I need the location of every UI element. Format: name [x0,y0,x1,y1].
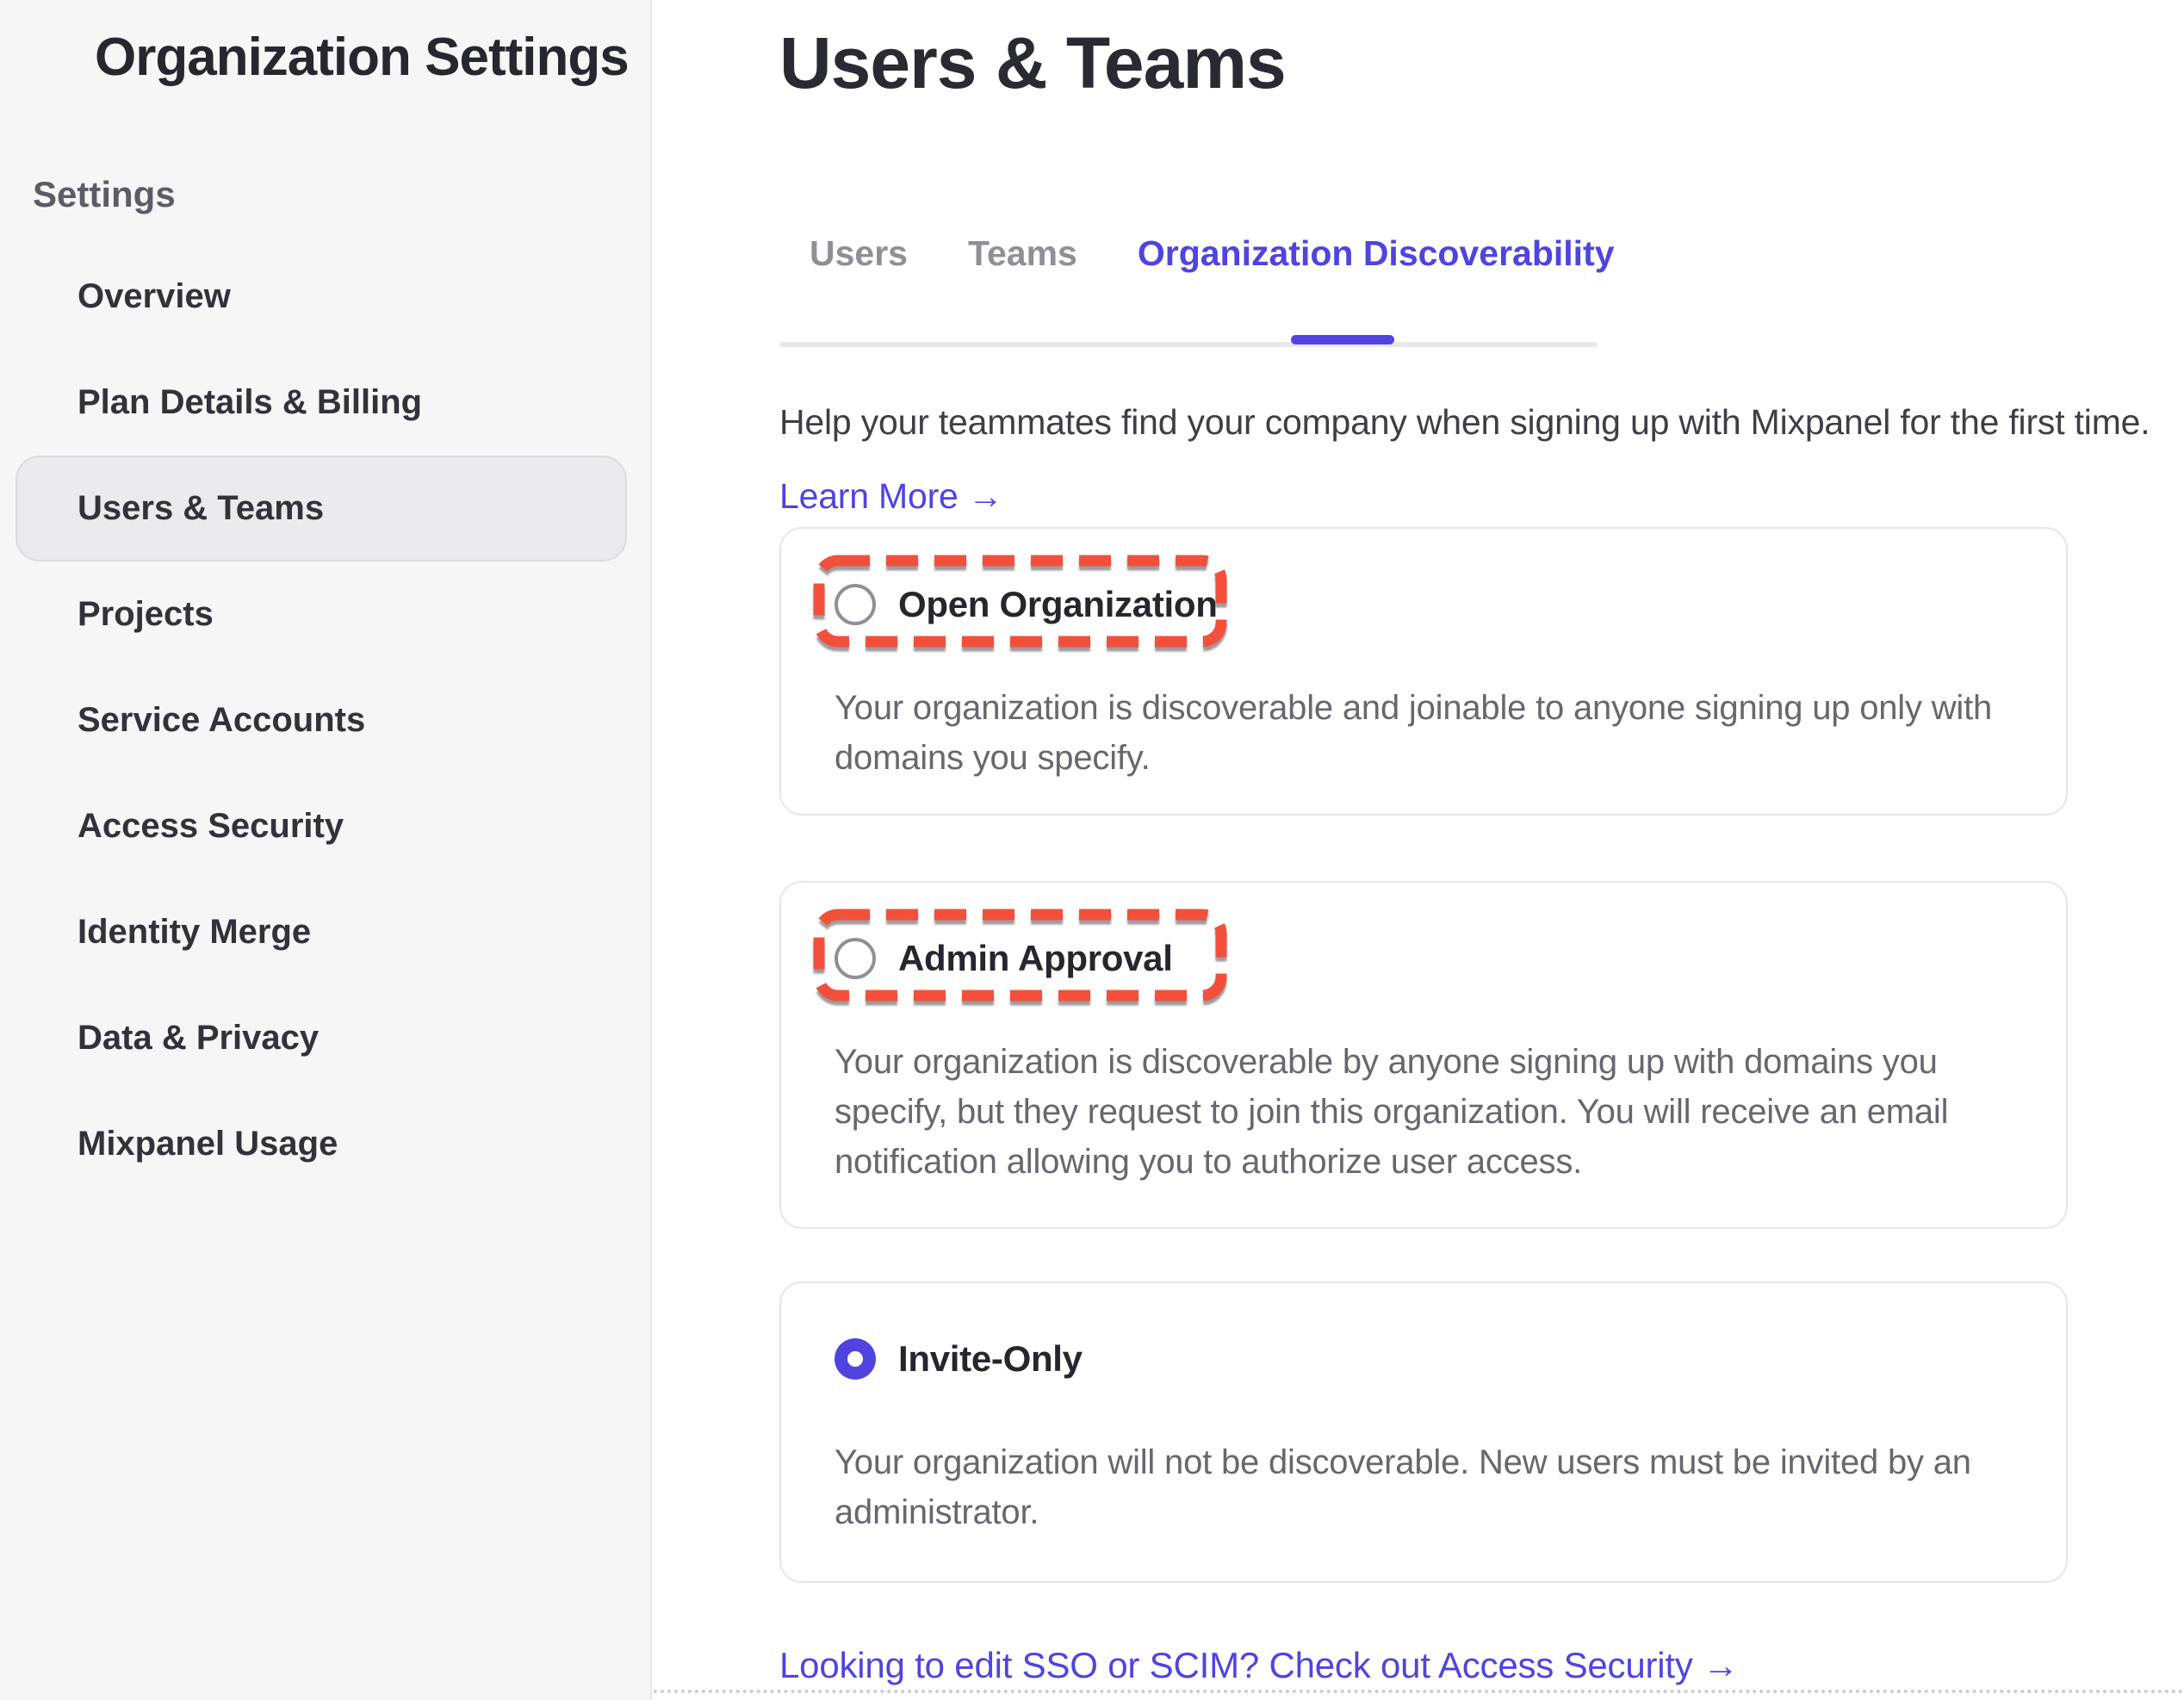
sidebar-item-users-teams[interactable] [16,456,627,561]
sidebar-item-label: Identity Merge [78,913,312,951]
option-card-admin-approval [779,881,2068,1229]
radio-hole [847,1351,863,1367]
sidebar-item-label: Users & Teams [78,489,325,527]
sidebar-item-label: Data & Privacy [78,1019,320,1057]
option-row-admin-approval[interactable] [835,930,2026,987]
option-label: Invite-Only [898,1338,1083,1379]
option-label: Admin Approval [898,938,1173,978]
radio-unchecked-icon[interactable] [835,584,876,625]
tab-teams[interactable]: Teams [967,233,1077,273]
option-card-invite-only [779,1281,2068,1583]
active-tab-indicator [1291,335,1394,344]
sidebar [0,0,652,1700]
option-card-open-organization [779,527,2068,816]
tab-users[interactable]: Users [810,233,908,273]
learn-more-link[interactable] [779,470,1003,522]
sidebar-item-mixpanel-usage[interactable] [16,1091,627,1197]
option-description: Your organization is discoverable by anyone signing up with domains you specify, but they request to join this organization. You will receive an email notification allowing you to authorize user access. [835,1043,1949,1181]
sidebar-title: Organization Settings [95,28,629,87]
sidebar-item-overview[interactable] [16,244,627,350]
sidebar-item-label: Service Accounts [78,701,366,739]
tab-divider-line [779,342,1598,347]
radio-checked-icon[interactable] [835,1338,876,1380]
bottom-divider [654,1690,2184,1693]
tab-bar [779,226,1645,281]
sidebar-item-label: Mixpanel Usage [78,1125,338,1163]
learn-more-label: Learn More [779,476,959,516]
sidebar-item-label: Plan Details & Billing [78,383,423,421]
option-row-invite-only[interactable] [835,1331,2026,1387]
option-description: Your organization is discoverable and joinable to anyone signing up only with domains you specify. [835,689,1993,777]
page-title: Users & Teams [779,22,1286,103]
option-description: Your organization will not be discoverable. New users must be invited by an administrator. [835,1443,1971,1531]
sidebar-nav [16,244,627,1197]
tab-organization-discoverability[interactable]: Organization Discoverability [1137,233,1615,273]
sidebar-item-plan-details-billing[interactable] [16,350,627,456]
sidebar-item-label: Projects [78,595,214,633]
sidebar-item-label: Access Security [78,807,344,845]
sidebar-item-projects[interactable] [16,561,627,667]
footer-access-security-link[interactable]: Looking to edit SSO or SCIM? Check out Access Security → [779,1645,1739,1685]
arrow-right-icon: → [967,476,1003,516]
sidebar-item-identity-merge[interactable] [16,879,627,985]
sidebar-item-data-privacy[interactable] [16,985,627,1091]
radio-unchecked-icon[interactable] [835,938,876,979]
option-label: Open Organization [898,584,1218,624]
option-row-open-organization[interactable] [835,576,2026,633]
intro-text: Help your teammates find your company when signing up with Mixpanel for the first time. [779,402,2150,442]
sidebar-item-service-accounts[interactable] [16,667,627,773]
sidebar-section-label: Settings [33,174,176,214]
sidebar-item-label: Overview [78,277,231,315]
sidebar-item-access-security[interactable] [16,773,627,879]
